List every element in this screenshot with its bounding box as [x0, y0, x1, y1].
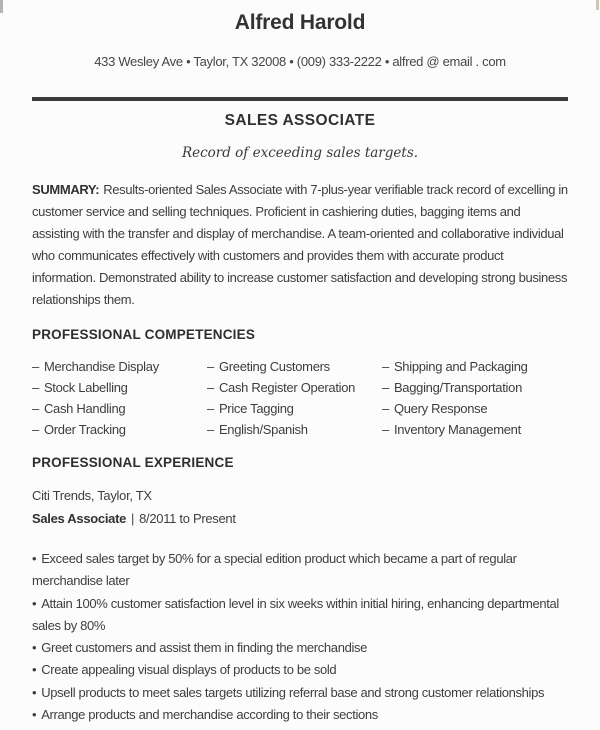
dash-glyph: –	[32, 401, 39, 416]
role-dates: 8/2011 to Present	[139, 511, 236, 526]
experience-heading: PROFESSIONAL EXPERIENCE	[32, 455, 234, 470]
experience-bullet-partial	[32, 704, 568, 726]
dash-glyph: –	[382, 380, 389, 395]
bullet-text: Upsell products to meet sales targets utilizing referral base and strong customer relationships	[41, 684, 545, 700]
dash-glyph: –	[207, 401, 214, 416]
competency-item	[207, 377, 382, 398]
competency-item	[32, 398, 207, 419]
bullet-text: Create appealing visual displays of products to be sold	[41, 662, 337, 678]
experience-bullets	[32, 548, 568, 726]
summary-text: Results-oriented Sales Associate with 7-plus-year verifiable track record of excelling in customer service and selling techniques. Proficient in cashiering duties, bagging items and assisting with the transfer and display of merchandise. A team-oriented and collaborative individual who communicates effectively with customers and provides them with accurate product information. Demonstrated ability to increase customer satisfaction and developing strong business relationships them.	[32, 182, 568, 307]
competency-label: Inventory Management	[393, 422, 521, 437]
competency-item	[207, 356, 382, 377]
competency-label: Order Tracking	[43, 422, 126, 437]
experience-bullet	[32, 659, 568, 681]
dash-glyph: –	[382, 422, 389, 437]
competency-item	[382, 398, 568, 419]
bullet-glyph: •	[32, 684, 37, 700]
bullet-glyph: •	[32, 595, 37, 611]
header-divider	[32, 97, 568, 101]
bullet-glyph: •	[32, 551, 37, 566]
contact-line: 433 Wesley Ave • Taylor, TX 32008 • (009) 333-2222 • alfred @ email . com	[94, 54, 506, 69]
bullet-text: Arrange products and merchandise according to their sections	[41, 707, 378, 723]
candidate-name: Alfred Harold	[234, 11, 366, 34]
competency-item	[207, 419, 382, 440]
experience-bullet	[32, 682, 568, 704]
experience-bullet	[32, 637, 568, 659]
competency-item	[382, 356, 568, 377]
summary-paragraph	[32, 179, 568, 311]
dash-glyph: –	[207, 359, 214, 374]
competency-item	[32, 377, 207, 398]
dash-glyph: –	[382, 401, 389, 416]
competency-label: Greeting Customers	[218, 359, 330, 374]
company-line: Citi Trends, Taylor, TX	[32, 488, 152, 503]
bullet-text: Exceed sales target by 50% for a special edition product which became a part of regular merchandise later	[32, 551, 517, 589]
bullet-text: Attain 100% customer satisfaction level in six weeks within initial hiring, enhancing departmental sales by 80%	[32, 595, 559, 633]
competency-label: Merchandise Display	[43, 359, 159, 374]
competency-item	[32, 356, 207, 377]
competencies-grid	[32, 356, 568, 440]
role-title: Sales Associate	[32, 511, 127, 526]
competency-label: Cash Handling	[43, 401, 126, 416]
dash-glyph: –	[32, 359, 39, 374]
competency-item	[207, 398, 382, 419]
summary-label: SUMMARY:	[32, 182, 100, 197]
competency-label: Price Tagging	[218, 401, 294, 416]
resume-job-title: SALES ASSOCIATE	[224, 112, 376, 129]
dash-glyph: –	[32, 380, 39, 395]
dash-glyph: –	[32, 422, 39, 437]
competency-item	[382, 419, 568, 440]
competency-label: Cash Register Operation	[218, 380, 356, 395]
bullet-glyph: •	[32, 662, 37, 678]
competencies-heading: PROFESSIONAL COMPETENCIES	[32, 327, 256, 342]
bullet-glyph: •	[32, 707, 37, 723]
role-line	[32, 509, 568, 529]
corner-artifact-top-right	[596, 0, 599, 10]
competency-label: English/Spanish	[218, 422, 308, 437]
experience-bullet	[32, 548, 568, 593]
bullet-glyph: •	[32, 640, 37, 656]
competency-item	[382, 377, 568, 398]
role-date-separator: |	[131, 511, 135, 526]
bullet-text: Greet customers and assist them in finding the merchandise	[41, 640, 368, 656]
dash-glyph: –	[382, 359, 389, 374]
dash-glyph: –	[207, 422, 214, 437]
experience-bullet	[32, 593, 568, 638]
competency-item	[32, 419, 207, 440]
corner-artifact-top-left	[0, 0, 3, 13]
competency-label: Query Response	[393, 401, 488, 416]
competency-label: Bagging/Transportation	[393, 380, 522, 395]
competency-label: Stock Labelling	[43, 380, 128, 395]
resume-tagline: Record of exceeding sales targets.	[181, 145, 419, 161]
dash-glyph: –	[207, 380, 214, 395]
competency-label: Shipping and Packaging	[393, 359, 528, 374]
